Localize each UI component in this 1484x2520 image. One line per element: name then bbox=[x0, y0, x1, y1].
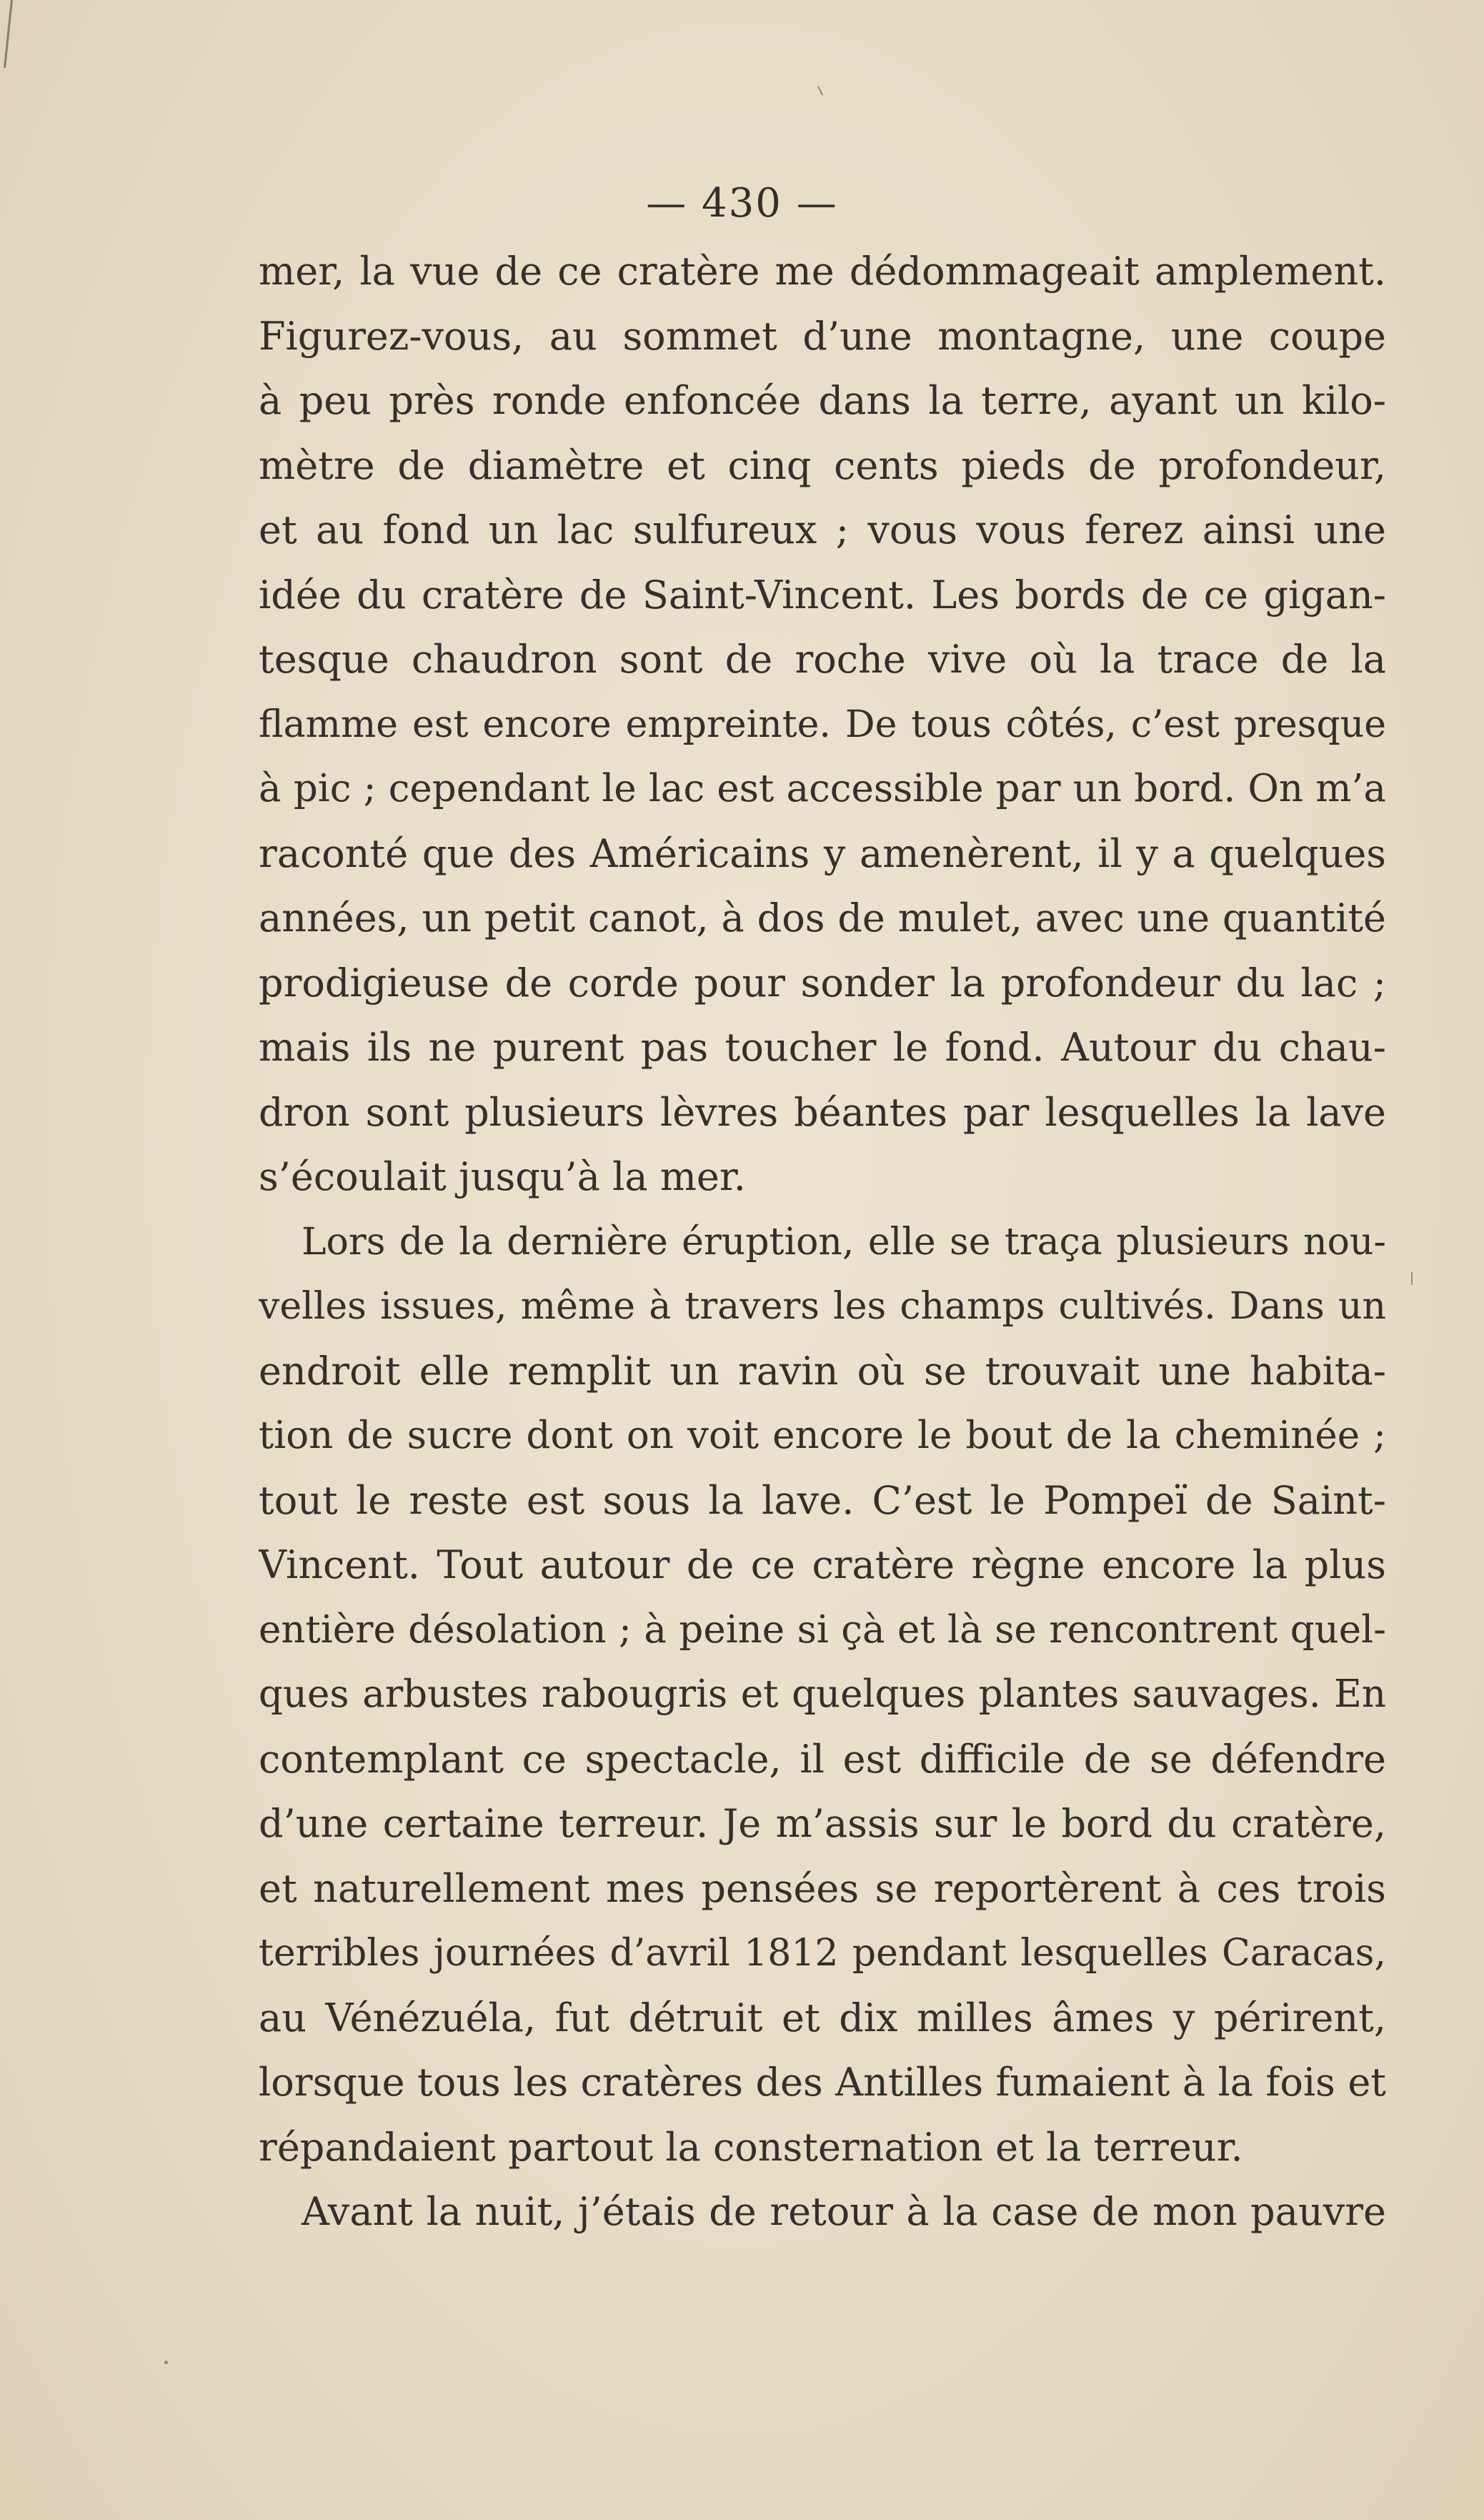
text-line: prodigieuse de corde pour sonder la profondeur du lac ; bbox=[259, 960, 1386, 1006]
text-line: s’écoulait jusqu’à la mer. bbox=[259, 1154, 746, 1199]
text-line: velles issues, même à travers les champs cultivés. Dans un bbox=[259, 1285, 1386, 1328]
text-line: et naturellement mes pensées se reportèrent à ces trois bbox=[259, 1865, 1386, 1911]
text-line: raconté que des Américains y amenèrent, il y a quelques bbox=[259, 830, 1386, 876]
text-line: répandaient partout la consternation et la terreur. bbox=[259, 2124, 1243, 2170]
text-line: terribles journées d’avril 1812 pendant lesquelles Caracas, bbox=[259, 1932, 1386, 1975]
text-line: idée du cratère de Saint-Vincent. Les bords de ce gigan- bbox=[259, 572, 1386, 617]
text-line: dron sont plusieurs lèvres béantes par lesquelles la lave bbox=[259, 1089, 1386, 1135]
text-line: tesque chaudron sont de roche vive où la trace de la bbox=[259, 637, 1386, 682]
text-line: à pic ; cependant le lac est accessible par un bord. On m’a bbox=[259, 767, 1386, 810]
page-number: — 430 — bbox=[646, 180, 838, 227]
text-line: d’une certaine terreur. Je m’assis sur le bord du cratère, bbox=[259, 1801, 1386, 1846]
text-line: années, un petit canot, à dos de mulet, avec une quantité bbox=[259, 896, 1386, 941]
text-line: entière désolation ; à peine si çà et là se rencontrent quel- bbox=[259, 1607, 1386, 1652]
text-line: tion de sucre dont on voit encore le bout de la cheminée ; bbox=[259, 1414, 1386, 1457]
margin-speck bbox=[4, 0, 13, 68]
text-line: Vincent. Tout autour de ce cratère règne encore la plus bbox=[259, 1542, 1386, 1587]
text-line: mer, la vue de ce cratère me dédommageait amplement. bbox=[259, 249, 1386, 294]
text-line: tout le reste est sous la lave. C’est le Pompeï de Saint- bbox=[259, 1477, 1386, 1523]
text-line: Lors de la dernière éruption, elle se traça plusieurs nou- bbox=[302, 1220, 1386, 1264]
text-line: Avant la nuit, j’étais de retour à la case de mon pauvre bbox=[302, 2189, 1386, 2234]
text-line: Figurez-vous, au sommet d’une montagne, une coupe bbox=[259, 313, 1386, 359]
text-line: et au fond un lac sulfureux ; vous vous ferez ainsi une bbox=[259, 507, 1386, 552]
text-line: endroit elle remplit un ravin où se trouvait une habita- bbox=[259, 1348, 1386, 1394]
margin-speck bbox=[1411, 1272, 1413, 1285]
text-line: mètre de diamètre et cinq cents pieds de profondeur, bbox=[259, 442, 1386, 488]
text-line: contemplant ce spectacle, il est difficile de se défendre bbox=[259, 1736, 1386, 1782]
text-line: à peu près ronde enfoncée dans la terre, ayant un kilo- bbox=[259, 378, 1386, 423]
margin-speck bbox=[817, 86, 823, 96]
text-line: flamme est encore empreinte. De tous côtés, c’est presque bbox=[259, 703, 1386, 746]
body-text bbox=[259, 239, 1386, 2245]
text-line: mais ils ne purent pas toucher le fond. Autour du chau- bbox=[259, 1025, 1386, 1070]
margin-speck bbox=[164, 2361, 168, 2364]
text-line: ques arbustes rabougris et quelques plantes sauvages. En bbox=[259, 1672, 1386, 1716]
text-line: au Vénézuéla, fut détruit et dix milles âmes y périrent, bbox=[259, 1995, 1386, 2040]
text-line: lorsque tous les cratères des Antilles fumaient à la fois et bbox=[259, 2060, 1386, 2105]
